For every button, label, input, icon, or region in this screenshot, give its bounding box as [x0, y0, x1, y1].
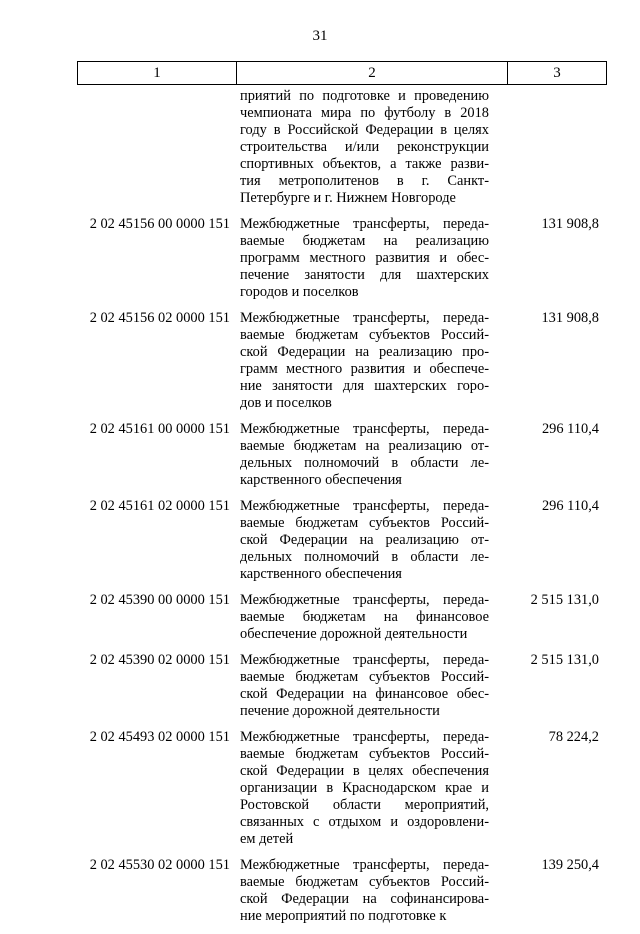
table-row	[77, 88, 607, 207]
description	[240, 498, 489, 583]
description-line: ваемые бюджетам субъектов Россий-	[240, 515, 489, 531]
description-line: спортивных объектов, а также разви-	[240, 156, 489, 172]
budget-code: 2 02 45161 00 0000 151	[89, 421, 230, 437]
page-number: 31	[312, 28, 328, 44]
description-line: ние занятости для шахтерских горо-	[240, 378, 489, 394]
table-column-header	[77, 61, 607, 85]
budget-code: 2 02 45390 02 0000 151	[89, 652, 230, 668]
column-3-header: 3	[553, 64, 561, 81]
amount: 131 908,8	[541, 216, 599, 232]
description-line: Межбюджетные трансферты, переда-	[240, 592, 489, 608]
table-row	[77, 652, 607, 720]
description-line: чемпионата мира по футболу в 2018	[240, 105, 489, 121]
description	[240, 729, 489, 848]
budget-code: 2 02 45390 00 0000 151	[89, 592, 230, 608]
budget-code	[77, 88, 236, 207]
description-line: ской Федерации в целях обеспечения	[240, 763, 489, 779]
description	[240, 310, 489, 412]
description-line: ваемые бюджетам на финансовое	[240, 609, 489, 625]
budget-code: 2 02 45156 02 0000 151	[89, 310, 230, 326]
table-row	[77, 592, 607, 643]
description-line: Межбюджетные трансферты, переда-	[240, 729, 489, 745]
budget-code: 2 02 45156 00 0000 151	[89, 216, 230, 232]
table-row	[77, 729, 607, 848]
budget-code: 2 02 45161 02 0000 151	[89, 498, 230, 514]
amount: 2 515 131,0	[530, 592, 599, 608]
description-line: Межбюджетные трансферты, переда-	[240, 652, 489, 668]
description-line: печение дорожной деятельности	[240, 703, 440, 719]
description	[240, 857, 489, 925]
description-line: программ местного развития и обес-	[240, 250, 489, 266]
table-row	[77, 498, 607, 583]
column-1-header: 1	[78, 62, 237, 84]
amount: 296 110,4	[541, 421, 599, 437]
amount: 2 515 131,0	[530, 652, 599, 668]
description-line: организации в Краснодарском крае и	[240, 780, 489, 796]
column-2-header: 2	[237, 62, 508, 84]
description-line: Межбюджетные трансферты, переда-	[240, 498, 489, 514]
description-line: году в Российской Федерации в целях	[240, 122, 489, 138]
budget-code: 2 02 45530 02 0000 151	[89, 857, 230, 873]
amount: 78 224,2	[548, 729, 599, 745]
description-line: дельных полномочий в области ле-	[240, 455, 489, 471]
table-row	[77, 421, 607, 489]
description-line: строительства и/или реконструкции	[240, 139, 489, 155]
description-line: обеспечение дорожной деятельности	[240, 626, 468, 642]
description	[240, 216, 489, 301]
table-row	[77, 310, 607, 412]
description	[240, 421, 489, 489]
description	[240, 88, 489, 207]
description-line: ваемые бюджетам субъектов Россий-	[240, 327, 489, 343]
description-line: тия метрополитенов в г. Санкт-	[240, 173, 489, 189]
description-line: ем детей	[240, 831, 294, 847]
description-line: Межбюджетные трансферты, переда-	[240, 421, 489, 437]
description-line: связанных с отдыхом и оздоровлени-	[240, 814, 489, 830]
description-line: Межбюджетные трансферты, переда-	[240, 310, 489, 326]
description-line: Межбюджетные трансферты, переда-	[240, 216, 489, 232]
description-line: ние мероприятий по подготовке к	[240, 908, 447, 924]
description-line: карственного обеспечения	[240, 566, 402, 582]
description-line: ской Федерации на финансовое обес-	[240, 686, 489, 702]
table-body	[77, 88, 607, 934]
description-line: печение занятости для шахтерских	[240, 267, 489, 283]
description-line: дельных полномочий в области ле-	[240, 549, 489, 565]
amount	[489, 88, 607, 207]
description-line: Ростовской области мероприятий,	[240, 797, 489, 813]
description-line: грамм местного развития и обеспече-	[240, 361, 489, 377]
description-line: городов и поселков	[240, 284, 359, 300]
table-row	[77, 857, 607, 925]
description-line: карственного обеспечения	[240, 472, 402, 488]
description-line: приятий по подготовке и проведению	[240, 88, 489, 104]
description-line: ваемые бюджетам на реализацию	[240, 233, 489, 249]
amount: 296 110,4	[541, 498, 599, 514]
amount: 131 908,8	[541, 310, 599, 326]
budget-code: 2 02 45493 02 0000 151	[89, 729, 230, 745]
description-line: Межбюджетные трансферты, переда-	[240, 857, 489, 873]
description-line: ваемые бюджетам на реализацию от-	[240, 438, 489, 454]
description-line: Петербурге и г. Нижнем Новгороде	[240, 190, 456, 206]
description	[240, 652, 489, 720]
table-row	[77, 216, 607, 301]
description-line: ваемые бюджетам субъектов Россий-	[240, 874, 489, 890]
description-line: ской Федерации на софинансирова-	[240, 891, 489, 907]
description-line: ской Федерации на реализацию про-	[240, 344, 489, 360]
description-line: ваемые бюджетам субъектов Россий-	[240, 669, 489, 685]
description-line: дов и поселков	[240, 395, 332, 411]
amount: 139 250,4	[541, 857, 599, 873]
description-line: ской Федерации на реализацию от-	[240, 532, 489, 548]
description	[240, 592, 489, 643]
description-line: ваемые бюджетам субъектов Россий-	[240, 746, 489, 762]
